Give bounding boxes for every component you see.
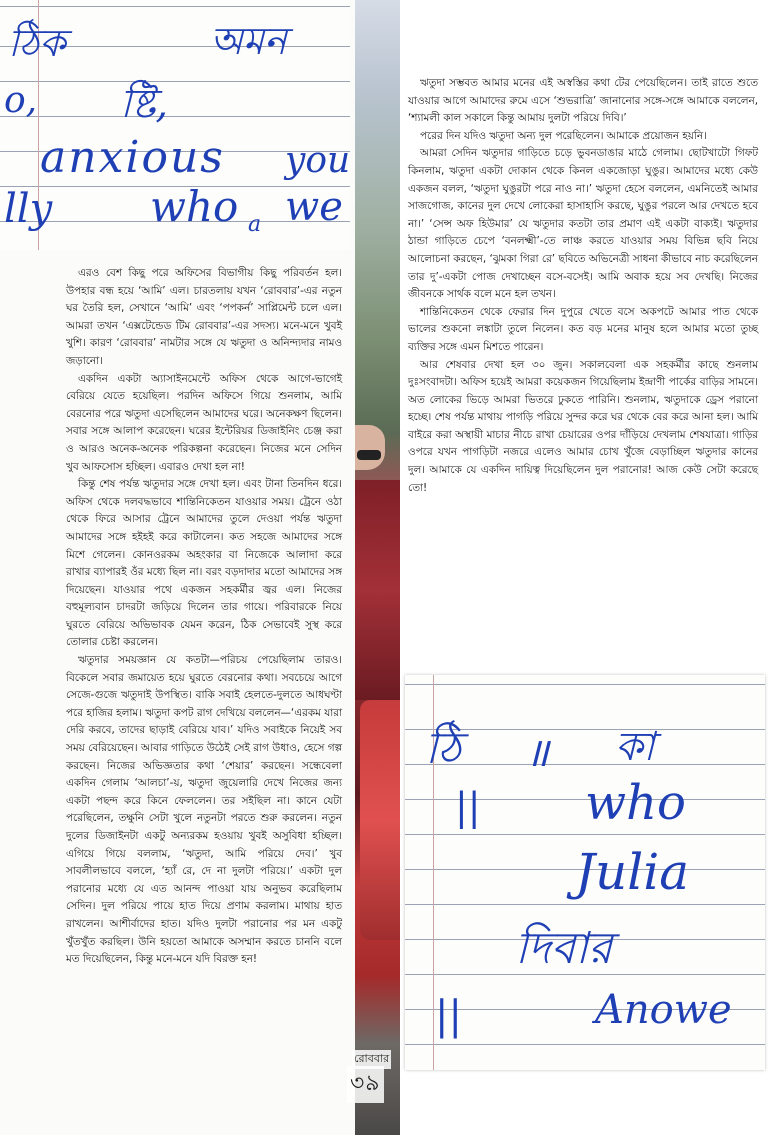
handwriting-line: Julia — [575, 843, 690, 901]
photo-sunglasses — [357, 450, 381, 460]
photo-face — [355, 425, 385, 470]
article-paragraph: আর শেষবার দেখা হল ৩০ জুন। সকালবেলা এক সহকর্মীর কাছে শুনলাম দুঃসংবাদটা। অফিস হয়েই আমরা কয়েকজন গিয়েছিলাম ইন্দ্রাণী পার্কের বাড়ির সামনে। অত লোকের ভিড়ে আমরা ভিতরে ঢুকতে পারিনি। শুনলাম, ঋতুদাকে ড্রেস পরানো হচ্ছে। শেষ পর্যন্ত মাথায় পাগড়ি পরিয়ে সুন্দর করে ঘর থেকে বের করে আনা হল। আমি বাইরে করা অস্থায়ী মাচার নীচে রাখা চেয়ারের ওপর দাঁড়িয়ে দেখলাম শেষযাত্রা। গাড়ির ওপরে যখন পাগড়িটা নজরে এলেও আমার চোখ খুঁজে বেড়াচ্ছিল ঋতুদার কানের দুল। আমাকে যে একদিন দায়িত্ব দিয়েছিলেন দুল পরানোর! আজ কেউ সেটা করেছে তো! — [408, 358, 758, 494]
handwriting-line: ঠি — [425, 723, 462, 774]
handwriting-line: ॥ — [525, 730, 549, 776]
article-paragraph: ঋতুদার সময়জ্ঞান যে কতটা—পরিচয় পেয়েছিলাম তারও। বিকেলে সবার জমায়েত হয়ে ঘুরতে বেরনোর কথা। সবচেয়ে আগে সেজে-গুজে ঋতুদাই উপস্থিত। বাকি সবাই হেলতে-দুলতে আধঘণ্টা পরে হাজির হলাম। ঋতুদা কপট রাগ দেখিয়ে বললেন—‘এরকম যারা দেরি করবে, তাদের ছাড়াই বেরিয়ে যাব।’ যদিও সবাইকে নিয়েই সব সময় বেরিয়েছেন। আবার গাড়িতে উঠেই সেই রাগ উধাও, হেসে গল্প করছেন। নিজের অভিজ্ঞতার কথা ‘শেয়ার’ করছেন। সন্ধেবেলা একদিন গেলাম ‘আলচা’-য়, ঋতুদা জুয়েলারি দেখে নিজের জন্য একটা পছন্দ করে কিনে ফেললেন। তর সইছিল না। কানে যেটা পরেছিলেন, তক্ষুনি সেটা খুলে নতুনটা পরতে শুরু করলেন। নতুন দুলের ডিজাইনটা একটু অন্যরকম হওয়ায় খুবই অসুবিধা হচ্ছিল। এগিয়ে গিয়ে বললাম, ‘ঋতুদা, আমি পরিয়ে দেব।’ খুব সাবলীলভাবে বললে, ‘হ্যাঁ রে, দে না দুলটা পরিয়ে।’ একটা দুল পরানোর মধ্যে যে এত আনন্দ পাওয়া যায় অনুভব করেছিলাম সেদিন। দুল পরিয়ে পায়ে হাত দিয়ে প্রণাম করলাম। মাথায় হাত রাখলেন। আশীর্বাদের হাত। যদিও দুলটা পরানোর পর মন একটু খুঁতখুঁত করছিল। উনি হয়তো আমাকে অসম্মান করতে চাননি বলে মত দিয়েছিলেন, কিন্তু মনে-মনে যদি বিরক্ত হন! — [66, 654, 342, 966]
handwriting-line: o, — [4, 80, 38, 121]
handwriting-line: কা — [615, 724, 655, 770]
handwritten-note-top — [0, 0, 350, 250]
article-paragraph: কিন্তু শেষ পর্যন্ত ঋতুদার সঙ্গে দেখা হল। এবং টানা তিনদিন ধরে। অফিস থেকে দলবদ্ধভাবে শান্তিনিকেতন যাওয়ার সময়। ট্রেনে ওঠা থেকে ফিরে আসার ট্রেনে আমাদের তুলে দেওয়া পর্যন্ত ঋতুদা আমাদের সঙ্গে হইহই করে কাটালেন। কত সহজে আমাদের সঙ্গে মিশে গেলেন। কোনওরকম অহংকার বা নিজেকে আলাদা করে রাখার ব্যাপারই ওঁর মধ্যে ছিল না। বরং বড়দাদার মতো আমাদের সঙ্গ দিয়েছেন। যাওয়ার পথে একজন সহকর্মীর জ্বর এল। নিজের বহুমূল্যবান চাদরটা জড়িয়ে দিলেন তার গায়ে। পরিবারকে নিয়ে ঘুরতে বেরিয়ে অভিভাবক যেমন করেন, ঠিক সেভাবেই সুস্থ করে তোলার চেষ্টা করলেন। — [66, 478, 342, 649]
handwriting-line: you — [285, 140, 351, 181]
page-number: ৩৯ — [347, 1066, 384, 1103]
handwriting-line: || — [455, 785, 481, 829]
handwriting-line: we — [285, 184, 343, 230]
article-column-right — [408, 75, 758, 497]
handwriting-line: অমন — [210, 19, 287, 63]
photo-scarf — [355, 480, 400, 700]
handwriting-line: who — [585, 775, 686, 831]
handwriting-line: anxious — [40, 132, 225, 183]
photo-red-garment — [360, 700, 400, 940]
handwritten-note-bottom — [405, 675, 765, 1070]
article-paragraph: এরও বেশ কিছু পরে অফিসের বিভাগীয় কিছু পরিবর্তন হল। উপহার বন্ধ হয়ে ‘আমি’ এল। চারতলায় যখন ‘রোববার’-এর নতুন ঘর তৈরি হল, সেখানে ‘আমি’ এবং ‘পপকর্ন’ সাপ্লিমেন্ট চলে এল। আমরা তখন ‘এক্সটেন্ডেড টিম রোববার’-এর সদস্য। মনে-মনে খুবই খুশি। কারণ ‘রোববার’ নামটার সঙ্গে যে ঋতুদা ও অনিন্দ্যদার নামও জড়ানো। — [66, 267, 342, 367]
handwriting-line: || — [435, 993, 462, 1039]
handwriting-line: ষ্টি, — [120, 81, 169, 127]
article-column-left — [66, 265, 342, 969]
handwriting-line: who — [150, 182, 239, 231]
magazine-name: রোববার — [352, 1050, 391, 1069]
article-paragraph: পরের দিন যদিও ঋতুদা অন্য দুল পরেছিলেন। আমাকে প্রয়োজন হয়নি। — [420, 129, 707, 142]
handwriting-line: lly — [4, 186, 53, 232]
handwriting-line: a — [248, 212, 262, 237]
handwriting-line: দিবার — [515, 923, 613, 974]
article-paragraph: ঋতুদা সম্ভবত আমার মনের এই অস্বস্তির কথা টের পেয়েছিলেন। তাই রাতে শুতে যাওয়ার আগে আমাদের রুমে এসে ‘শুভরাত্রি’ জানানোর সঙ্গে-সঙ্গে আমাকে বললেন, ‘শ্যামলী কাল সকালে কিন্তু আমায় দুলটা পরিয়ে দিবি।’ — [408, 77, 758, 125]
article-paragraph: একদিন একটা অ্যাসাইনমেন্টে অফিস থেকে আগে-ভাগেই বেরিয়ে যেতে হয়েছিল। পরদিন অফিসে গিয়ে শুনলাম, আমি বেরনোর পরে ঋতুদা এসেছিলেন আমাদের ঘরে। অনেকক্ষণ ছিলেন। সবার সঙ্গে আলাপ করেছেন। ঘরের ইন্টেরিয়র ডিজাইনিং চেঞ্জ করা ও আরও অনেক-অনেক পরিকল্পনা করেছেন। নিজের মনে সেদিন খুব আফসোস হচ্ছিল। এবারও দেখা হল না! — [66, 372, 342, 473]
handwriting-line: ঠিক — [8, 21, 66, 65]
handwriting-line: Anowe — [595, 987, 732, 1033]
article-paragraph: আমরা সেদিন ঋতুদার গাড়িতে চড়ে ভুবনডাঙার মাঠে গেলাম। ছোটখাটো গিফট কিনলাম, ঋতুদা একটা দোকান থেকে কিনল একজোড়া ঘুঙুর। আমাদের মধ্যে কেউ একজন বলল, ‘ঋতুদা ঘুঙুরটা পরে নাও না।’ ঋতুদা হেসে বললেন, এমনিতেই আমার সাজগোজ, কানের দুল দেখে লোকেরা হাসাহাসি করছে, ঘুঙুর পরলে আর দেখতে হবে না।’ ‘সেন্স অফ হিউমার’ যে ঋতুদার কতটা তার প্রমাণ এই একটা বাক্যই। ঋতুদার ঠান্ডা গাড়িতে চেপে ‘বনলক্ষ্মী’-তে লাঞ্চ করতে যাওয়ার সময় বিভিন্ন ছবি নিয়ে আলোচনা করছেন, ‘ঝুমকা গিরা রে’ ছবিতে অভিনেত্রী সাধনা কীভাবে নাচ করেছিলেন তার দু’-একটা পোজ দেখাচ্ছেন বসে-বসেই। আমি অবাক হয়ে সব দেখছি। নিজের জীবনকে সার্থক বলে মনে হল তখন। — [408, 147, 758, 301]
photo-strip — [350, 0, 400, 1135]
article-paragraph: শান্তিনিকেতন থেকে ফেরার দিন দুপুরে খেতে বসে অকপটে আমার পাত থেকে ভালের শুকনো লঙ্কাটা তুলে নিলেন। কত বড় মনের মানুষ হলে আমার মতো তুচ্ছ ব্যক্তির সঙ্গে এমন মিশতে পারেন। — [408, 305, 758, 353]
